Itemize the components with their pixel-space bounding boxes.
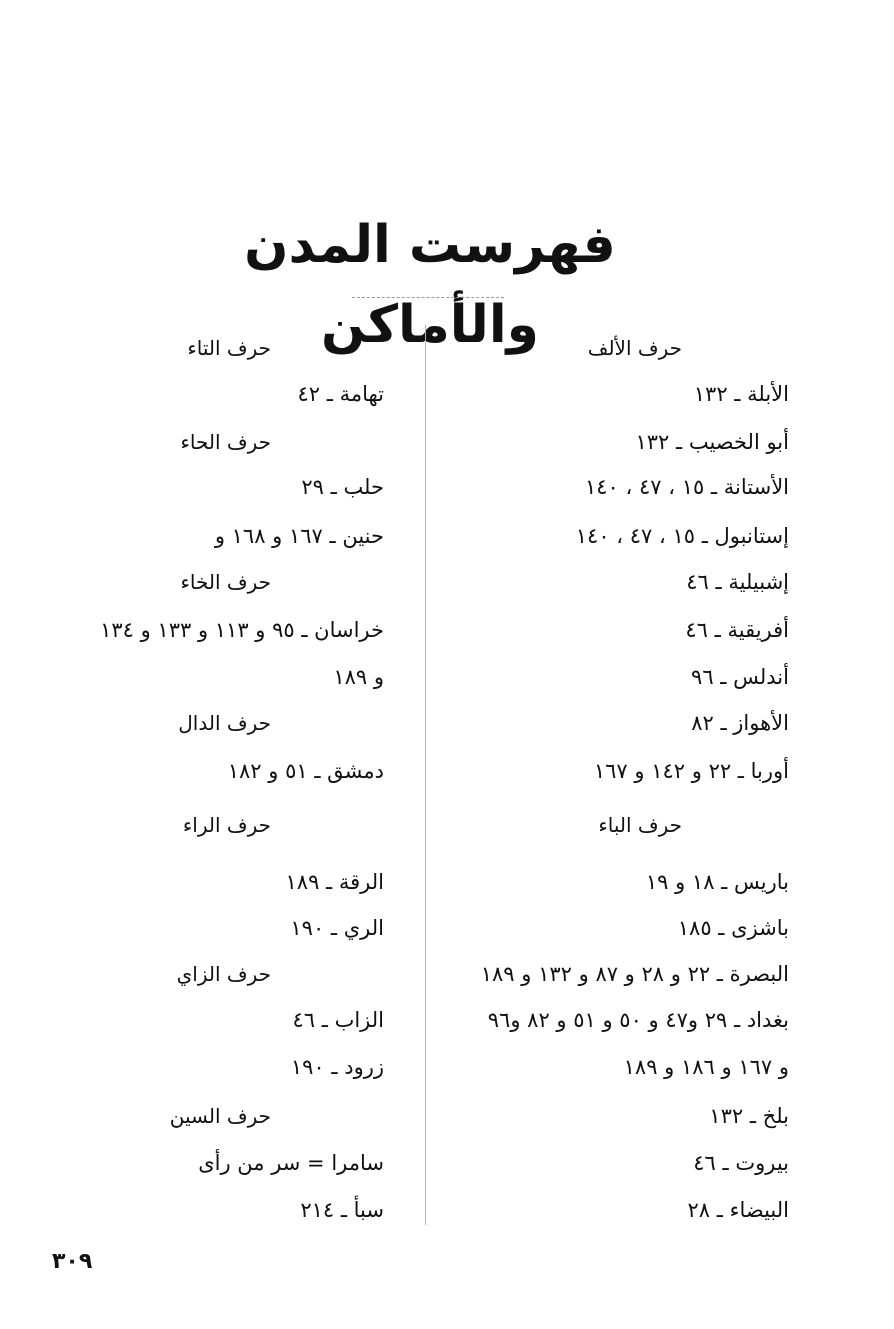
letter-heading: حرف التاء xyxy=(187,336,271,360)
index-entry: بيروت ـ ٤٦ xyxy=(693,1151,789,1175)
title-underline xyxy=(352,297,504,298)
letter-heading: حرف الألف xyxy=(587,336,682,360)
letter-heading: حرف السين xyxy=(169,1104,271,1128)
index-entry: الأستانة ـ ١٥ ، ٤٧ ، ١٤٠ xyxy=(585,475,789,499)
column-divider xyxy=(425,325,426,1225)
letter-heading: حرف الخاء xyxy=(180,570,271,594)
index-entry: سامرا = سر من رأى xyxy=(198,1151,384,1175)
index-entry: الري ـ ١٩٠ xyxy=(290,916,384,940)
index-entry: دمشق ـ ٥١ و ١٨٢ xyxy=(227,759,384,783)
index-entry: أبو الخصيب ـ ١٣٢ xyxy=(635,430,789,454)
index-entry: بغداد ـ ٢٩ و٤٧ و ٥٠ و ٥١ و ٨٢ و٩٦ xyxy=(487,1008,789,1032)
index-entry: باريس ـ ١٨ و ١٩ xyxy=(645,870,789,894)
letter-heading: حرف الراء xyxy=(182,813,271,837)
index-entry: إشبيلية ـ ٤٦ xyxy=(686,570,789,594)
index-entry: حلب ـ ٢٩ xyxy=(301,475,384,499)
index-entry: بلخ ـ ١٣٢ xyxy=(709,1104,789,1128)
index-entry: سبأ ـ ٢١٤ xyxy=(300,1198,384,1222)
index-entry: الأهواز ـ ٨٢ xyxy=(691,711,789,735)
page-number: ٣٠٩ xyxy=(52,1249,93,1274)
index-entry: أندلس ـ ٩٦ xyxy=(691,665,789,689)
index-entry: البصرة ـ ٢٢ و ٢٨ و ٨٧ و ١٣٢ و ١٨٩ xyxy=(480,962,789,986)
letter-heading: حرف الزاي xyxy=(176,962,271,986)
index-entry: الرقة ـ ١٨٩ xyxy=(285,870,384,894)
letter-heading: حرف الحاء xyxy=(180,430,271,454)
page-title: فهرست المدن والأماكن xyxy=(244,215,616,355)
index-entry: أفريقية ـ ٤٦ xyxy=(685,618,789,642)
letter-heading: حرف الدال xyxy=(178,711,271,735)
index-entry: إستانبول ـ ١٥ ، ٤٧ ، ١٤٠ xyxy=(575,524,789,548)
index-entry: و ١٦٧ و ١٨٦ و ١٨٩ xyxy=(623,1055,789,1079)
index-entry: خراسان ـ ٩٥ و ١١٣ و ١٣٣ و ١٣٤ xyxy=(100,618,384,642)
index-entry: و ١٨٩ xyxy=(333,665,384,689)
index-entry: أوربا ـ ٢٢ و ١٤٢ و ١٦٧ xyxy=(593,759,789,783)
index-entry: الأبلة ـ ١٣٢ xyxy=(693,382,789,406)
letter-heading: حرف الباء xyxy=(598,813,682,837)
index-entry: زرود ـ ١٩٠ xyxy=(290,1055,384,1079)
index-entry: تهامة ـ ٤٢ xyxy=(297,382,384,406)
index-entry: حنين ـ ١٦٧ و ١٦٨ و xyxy=(214,524,384,548)
index-entry: باشزى ـ ١٨٥ xyxy=(677,916,789,940)
index-entry: البيضاء ـ ٢٨ xyxy=(687,1198,789,1222)
index-entry: الزاب ـ ٤٦ xyxy=(292,1008,384,1032)
